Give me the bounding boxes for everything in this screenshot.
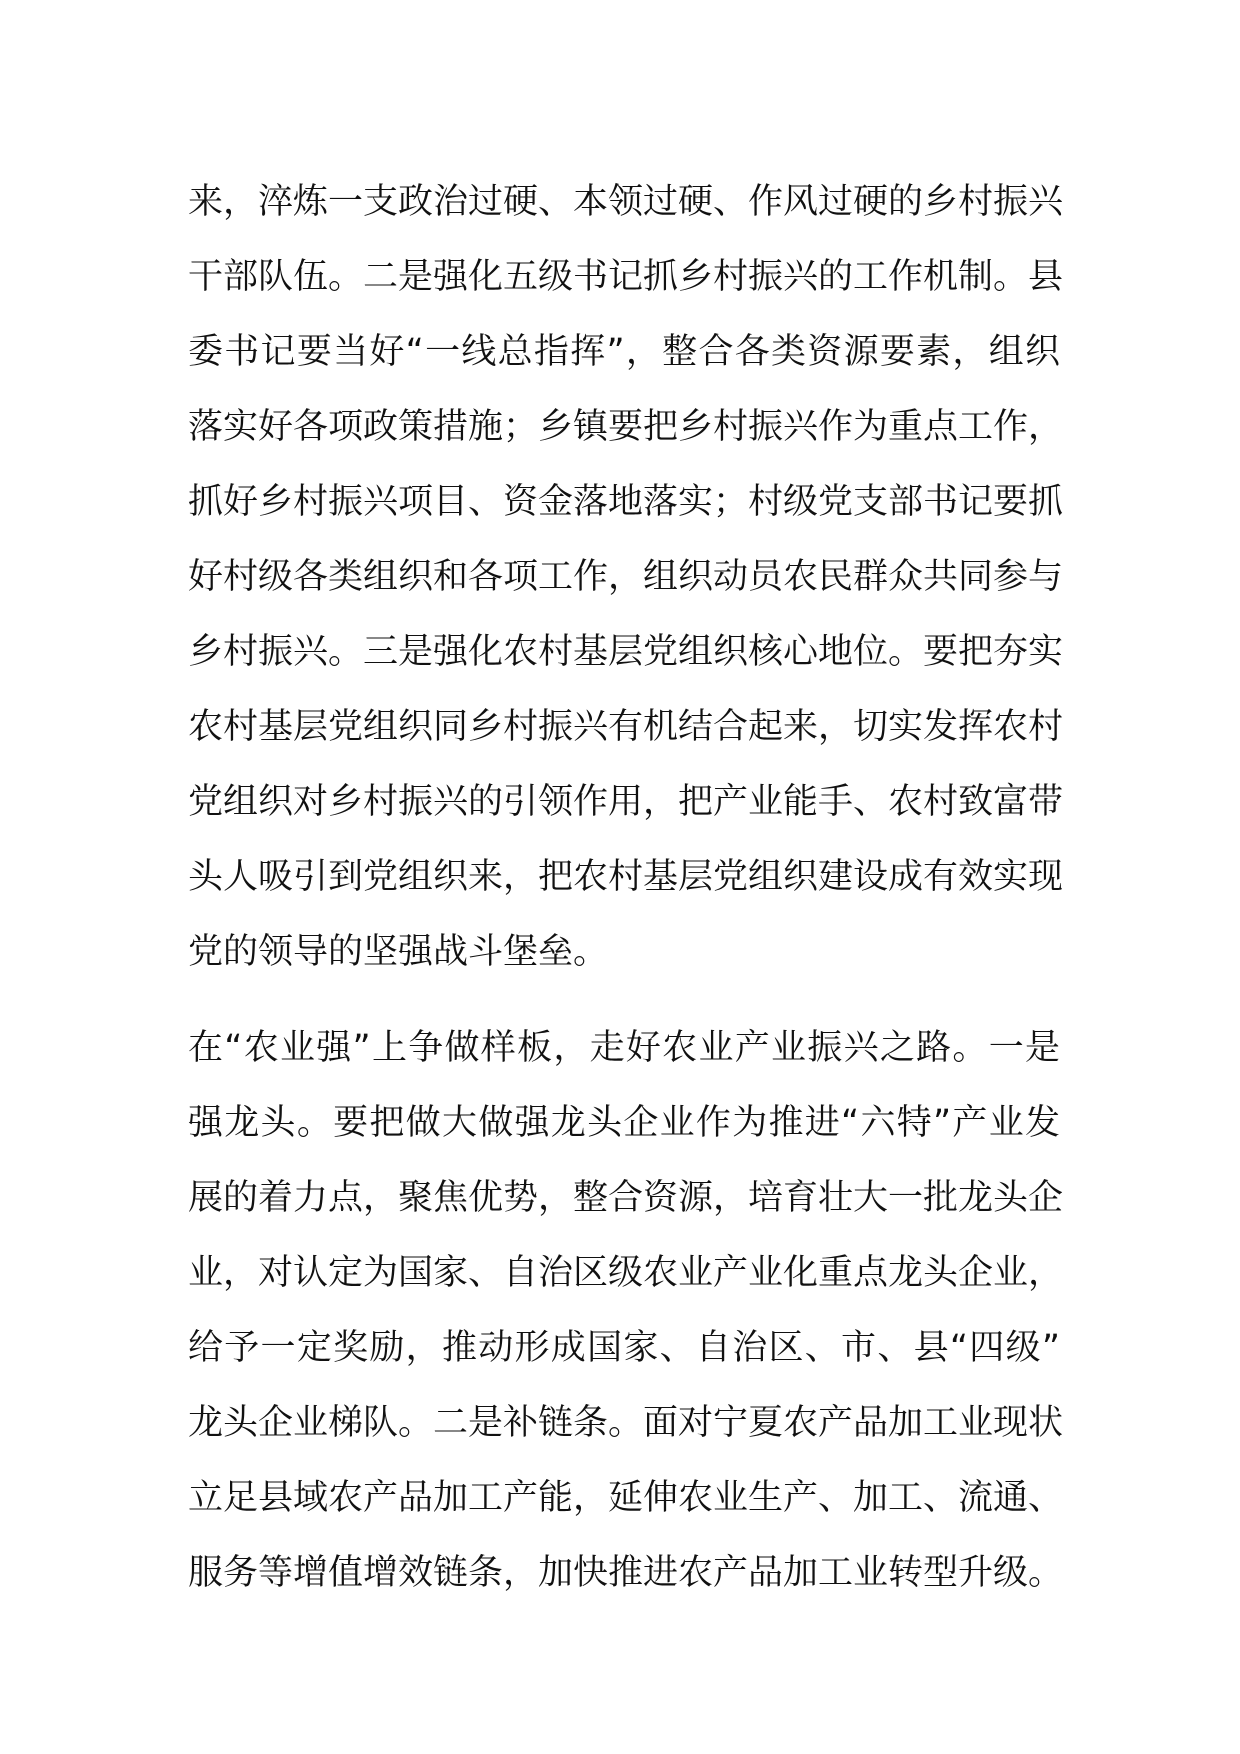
text-line: 落实好各项政策措施；乡镇要把乡村振兴作为重点工作， [188,407,1064,447]
text-line: 服务等增值增效链条，加快推进农产品加工业转型升级。 [188,1553,1064,1593]
text-line: 立足县域农产品加工产能，延伸农业生产、加工、流通、 [188,1478,1064,1518]
text-line: 党的领导的坚强战斗堡垒。 [188,932,609,972]
paragraph-spacer [188,990,1060,1011]
paragraph-1 [188,165,1064,990]
text-line: 农村基层党组织同乡村振兴有机结合起来，切实发挥农村 [188,707,1064,747]
text-line: 党组织对乡村振兴的引领作用，把产业能手、农村致富带 [188,782,1064,822]
text-line: 给予一定奖励，推动形成国家、自治区、市、县“四级” [188,1328,1060,1368]
text-line: 抓好乡村振兴项目、资金落地落实；村级党支部书记要抓 [188,482,1064,522]
text-line: 展的着力点，聚焦优势，整合资源，培育壮大一批龙头企 [188,1178,1064,1218]
text-line: 业，对认定为国家、自治区级农业产业化重点龙头企业， [188,1253,1064,1293]
document-page [188,165,1064,1611]
text-line: 龙头企业梯队。二是补链条。面对宁夏农产品加工业现状 [188,1403,1064,1443]
text-line: 委书记要当好“一线总指挥”，整合各类资源要素，组织 [188,332,1060,372]
text-line: 头人吸引到党组织来，把农村基层党组织建设成有效实现 [188,857,1064,897]
text-line: 干部队伍。二是强化五级书记抓乡村振兴的工作机制。县 [188,257,1064,297]
text-line: 乡村振兴。三是强化农村基层党组织核心地位。要把夯实 [188,632,1064,672]
text-line: 强龙头。要把做大做强龙头企业作为推进“六特”产业发 [188,1103,1060,1143]
text-line: 在“农业强”上争做样板，走好农业产业振兴之路。一是 [188,1028,1060,1068]
paragraph-2 [188,1011,1064,1611]
text-line: 好村级各类组织和各项工作，组织动员农民群众共同参与 [188,557,1064,597]
text-line: 来，淬炼一支政治过硬、本领过硬、作风过硬的乡村振兴 [188,182,1064,222]
